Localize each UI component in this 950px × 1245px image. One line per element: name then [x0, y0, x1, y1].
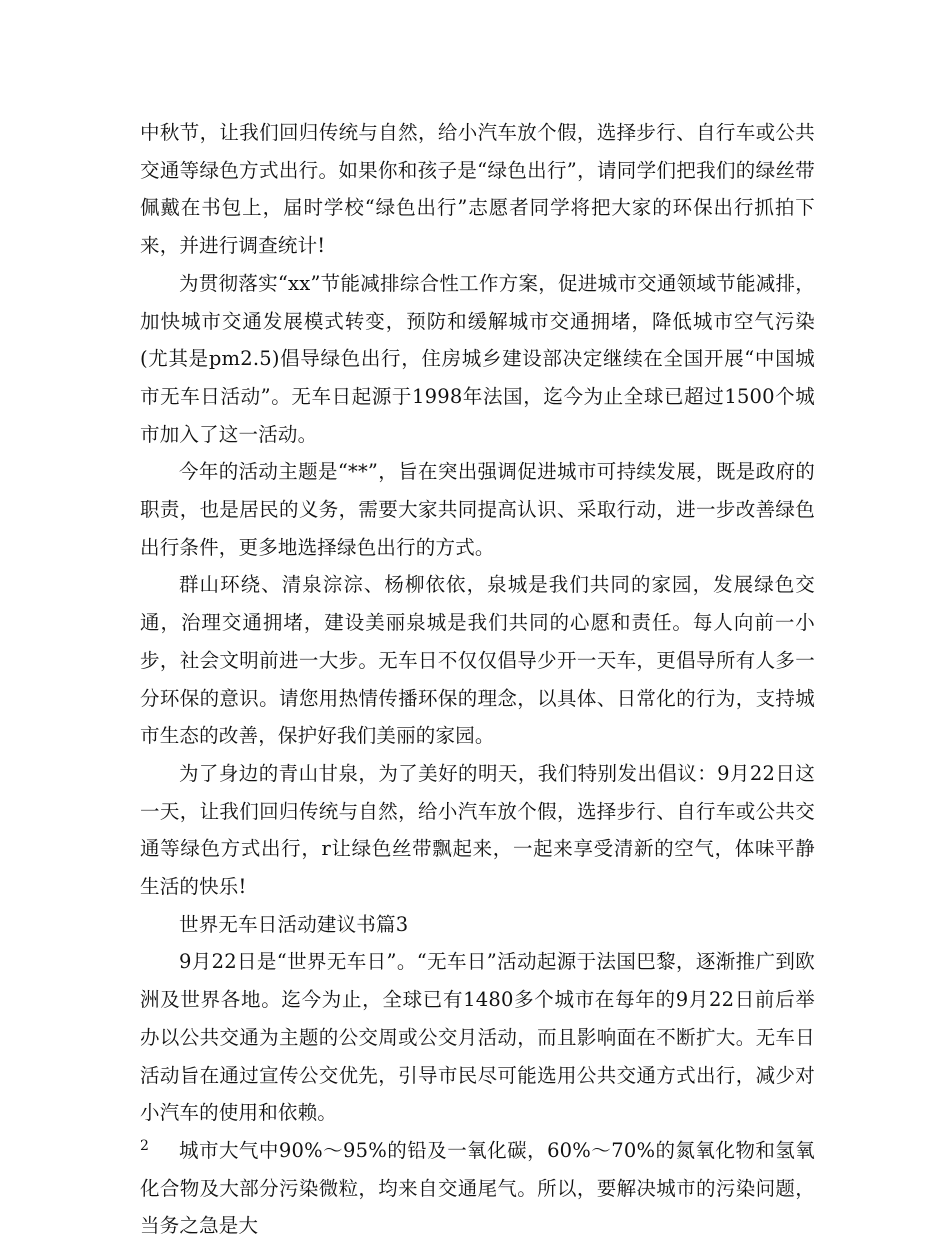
page-number: 2	[140, 1138, 149, 1154]
section-heading: 世界无车日活动建议书篇3	[179, 912, 409, 936]
paragraph: 9月22日是“世界无车日”。“无车日”活动起源于法国巴黎，逐渐推广到欧洲及世界各地。迄今为止，全球已有1480多个城市在每年的9月22日前后举办以公共交通为主题的公交周或公交月活动，而且影响面在不断扩大。无车日活动旨在通过宣传公交优先，引导市民尽可能选用公共交通方式出行，减少对小汽车的使用和依赖。	[140, 950, 815, 1125]
paragraph: 为了身边的青山甘泉，为了美好的明天，我们特别发出倡议：9月22日这一天，让我们回归传统与自然，给小汽车放个假，选择步行、自行车或公共交通等绿色方式出行，r让绿色丝带飘起来，一起来享受清新的空气，体味平静生活的快乐!	[140, 761, 815, 899]
paragraph-continued: 中秋节，让我们回归传统与自然，给小汽车放个假，选择步行、自行车或公共交通等绿色方式出行。如果你和孩子是“绿色出行”，请同学们把我们的绿丝带佩戴在书包上，届时学校“绿色出行”志愿者同学将把大家的环保出行抓拍下来，并进行调查统计!	[140, 121, 815, 258]
paragraph: 城市大气中90%～95%的铅及一氧化碳，60%～70%的氮氧化物和氢氧化合物及大部分污染微粒，均来自交通尾气。所以，要解决城市的污染问题，当务之急是大	[140, 1138, 815, 1238]
document-body	[140, 114, 815, 1245]
paragraph: 为贯彻落实“xx”节能减排综合性工作方案，促进城市交通领域节能减排，加快城市交通发展模式转变，预防和缓解城市交通拥堵，降低城市空气污染(尤其是pm2.5)倡导绿色出行，住房城乡建设部决定继续在全国开展“中国城市无车日活动”。无车日起源于1998年法国，迄今为止全球已超过1500个城市加入了这一活动。	[140, 271, 815, 446]
paragraph: 今年的活动主题是“**”，旨在突出强调促进城市可持续发展，既是政府的职责，也是居民的义务，需要大家共同提高认识、采取行动，进一步改善绿色出行条件，更多地选择绿色出行的方式。	[140, 460, 815, 559]
paragraph: 群山环绕、清泉淙淙、杨柳依依，泉城是我们共同的家园，发展绿色交通，治理交通拥堵，建设美丽泉城是我们共同的心愿和责任。每人向前一小步，社会文明前进一大步。无车日不仅仅倡导少开一天车，更倡导所有人多一分环保的意识。请您用热情传播环保的理念，以具体、日常化的行为，支持城市生态的改善，保护好我们美丽的家园。	[140, 573, 815, 748]
